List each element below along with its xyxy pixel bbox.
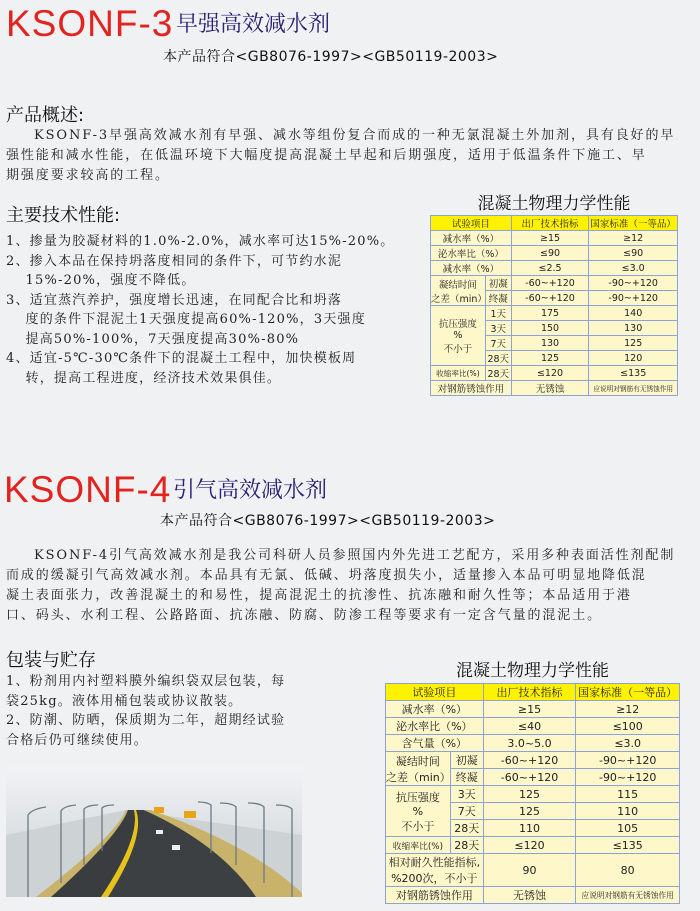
sub-label-cell: 初凝 <box>485 276 511 291</box>
national-value-cell: 110 <box>576 803 680 820</box>
item-cell: 减水率（%） <box>431 231 512 246</box>
pack-heading: 包装与贮存 <box>6 650 96 671</box>
table-row <box>431 231 678 246</box>
factory-value-cell: 175 <box>511 306 589 321</box>
table-row <box>386 735 680 752</box>
product1-name: 早强高效减水剂 <box>176 12 331 37</box>
header-cell: 国家标准（一等品） <box>589 216 678 231</box>
national-value-cell: 130 <box>589 321 678 336</box>
sub-label-cell: 3天 <box>450 786 483 803</box>
pack-item-line: 合格后仍可继续使用。 <box>6 732 149 748</box>
table-row <box>431 246 678 261</box>
item-cell: 减水率（%） <box>386 701 484 718</box>
national-value-cell: 80 <box>576 854 680 887</box>
item-cell: 含气量（%） <box>386 735 484 752</box>
product2-overview <box>6 546 675 626</box>
product2-code: KSONF-4 <box>4 469 172 510</box>
group-cell: 抗压强度 % 不小于 <box>431 306 486 366</box>
sub-label-cell: 7天 <box>450 803 483 820</box>
factory-value-cell: -60~+120 <box>511 291 589 306</box>
factory-value-cell: 125 <box>511 351 589 366</box>
sub-label-cell: 28天 <box>485 351 511 366</box>
header-cell: 出厂技术指标 <box>483 684 576 701</box>
factory-value-cell: ≥15 <box>511 231 589 246</box>
table-row <box>431 261 678 276</box>
national-value-cell: 140 <box>589 306 678 321</box>
tech-item-line: 15%-20%，强度不降低。 <box>6 273 196 288</box>
national-value-cell: -90~+120 <box>589 276 678 291</box>
table1-title: 混凝土物理力学性能 <box>477 194 631 214</box>
group-cell: 凝结时间 之差（min） <box>386 752 451 786</box>
spec-table-2 <box>385 683 680 904</box>
factory-value-cell: ≤90 <box>511 246 589 261</box>
tech-item-line: 度的条件下混泥土1天强度提高60%-120%，3天强度 <box>6 312 366 327</box>
product2-name: 引气高效减水剂 <box>173 478 328 503</box>
national-value-cell: -90~+120 <box>576 752 680 769</box>
national-value-cell: 115 <box>576 786 680 803</box>
overview-line: KSONF-3早强高效减水剂有早强、减水等组份复合而成的一种无氯混凝土外加剂，具有良好的早 <box>34 128 676 143</box>
table2-title: 混凝土物理力学性能 <box>456 661 609 681</box>
item-cell: 对钢筋锈蚀作用 <box>386 887 484 904</box>
overview-heading: 产品概述: <box>6 105 85 126</box>
header-cell: 试验项目 <box>431 216 512 231</box>
national-value-cell: ≤3.0 <box>576 735 680 752</box>
table-row <box>431 381 678 396</box>
table-header-row <box>431 216 678 231</box>
item-cell: 相对耐久性能指标, %200次，不小于 <box>386 854 484 887</box>
tech-item-line: 1、掺量为胶凝材料的1.0%-2.0%，减水率可达15%-20%。 <box>6 234 395 249</box>
highway-bridge-photo <box>6 765 302 897</box>
table-row <box>386 718 680 735</box>
pack-item-line: 1、粉剂用内衬塑料膜外编织袋双层包装，每 <box>6 674 286 689</box>
group-cell: 收缩率比(%) <box>386 837 451 854</box>
item-cell: 泌水率比（%） <box>431 246 512 261</box>
table-row <box>431 366 678 381</box>
product1-standard: 本产品符合<GB8076-1997><GB50119-2003> <box>163 49 499 65</box>
national-value-cell: 105 <box>576 820 680 837</box>
tech-item-line: 提高50%-100%，7天强度提高30%-80% <box>6 331 300 347</box>
factory-value-cell: ≤120 <box>511 366 589 381</box>
table-row <box>431 306 678 321</box>
national-value-cell: ≤90 <box>589 246 678 261</box>
factory-value-cell: -60~+120 <box>483 752 576 769</box>
tech-item-line: 转，提高工程进度，经济技术效果俱佳。 <box>6 370 282 386</box>
sub-label-cell: 3天 <box>485 321 511 336</box>
national-value-cell: -90~+120 <box>576 769 680 786</box>
tech-list <box>6 232 395 388</box>
factory-value-cell: 3.0~5.0 <box>483 735 576 752</box>
tech-heading: 主要技术性能: <box>6 205 121 226</box>
overview-line: 口、码头、水利工程、公路路面、抗冻融、防腐、防渗工程等要求有一定含气量的混泥土。 <box>6 608 603 623</box>
national-value-cell: 120 <box>589 351 678 366</box>
overview-line: 而成的缓凝引气高效减水剂。本品具有无氯、低碱、坍落度损失小，适量掺入本品可明显地降低混 <box>6 568 647 583</box>
factory-value-cell: ≥15 <box>483 701 576 718</box>
factory-value-cell: 150 <box>511 321 589 336</box>
national-value-cell: ≤135 <box>589 366 678 381</box>
national-value-cell: 125 <box>589 336 678 351</box>
pack-item-line: 袋25kg。液体用桶包装或协议散装。 <box>6 693 243 709</box>
sub-label-cell: 28天 <box>450 820 483 837</box>
sub-label-cell: 初凝 <box>450 752 483 769</box>
national-value-cell: ≤135 <box>576 837 680 854</box>
national-value-cell: 应说明对钢筋有无锈蚀作用 <box>576 887 680 904</box>
pack-list <box>6 672 285 750</box>
table-row <box>386 837 680 854</box>
table-row <box>431 276 678 291</box>
table-row <box>386 786 680 803</box>
sub-label-cell: 终凝 <box>450 769 483 786</box>
factory-value-cell: 130 <box>511 336 589 351</box>
header-cell: 出厂技术指标 <box>511 216 589 231</box>
factory-value-cell: 125 <box>483 786 576 803</box>
national-value-cell: ≥12 <box>576 701 680 718</box>
overview-line: 期强度要求较高的工程。 <box>6 168 170 183</box>
tech-item-line: 2、掺入本品在保持坍落度相同的条件下，可节约水泥 <box>6 253 343 269</box>
pack-item-line: 2、防潮、防晒，保质期为二年，超期经试验 <box>6 713 286 728</box>
factory-value-cell: -60~+120 <box>483 769 576 786</box>
national-value-cell: ≤3.0 <box>589 261 678 276</box>
factory-value-cell: 110 <box>483 820 576 837</box>
item-cell: 减水率（%） <box>431 261 512 276</box>
overview-line: KSONF-4引气高效减水剂是我公司科研人员参照国内外先进工艺配方，采用多种表面活性剂配制 <box>34 548 676 563</box>
table-row <box>386 752 680 769</box>
sub-label-cell: 终凝 <box>485 291 511 306</box>
table-row <box>386 887 680 904</box>
product1-code: KSONF-3 <box>6 3 174 44</box>
sub-label-cell: 28天 <box>450 837 483 854</box>
overview-line: 强性能和减水性能，在低温环境下大幅度提高混凝土早起和后期强度，适用于低温条件下施工、早 <box>6 148 647 163</box>
factory-value-cell: 无锈蚀 <box>483 887 576 904</box>
factory-value-cell: ≤40 <box>483 718 576 735</box>
table-header-row <box>386 684 680 701</box>
factory-value-cell: -60~+120 <box>511 276 589 291</box>
sub-label-cell: 28天 <box>485 366 511 381</box>
national-value-cell: ≥12 <box>589 231 678 246</box>
factory-value-cell: 90 <box>483 854 576 887</box>
national-value-cell: 应说明对钢筋有无锈蚀作用 <box>589 381 678 396</box>
overview-line: 凝土表面张力，改善混凝土的和易性，提高混泥土的抗渗性、抗冻融和耐久性等；本品适用于港 <box>6 588 632 603</box>
national-value-cell: ≤100 <box>576 718 680 735</box>
group-cell: 凝结时间 之差（min） <box>431 276 486 306</box>
item-cell: 对钢筋锈蚀作用 <box>431 381 512 396</box>
sub-label-cell: 1天 <box>485 306 511 321</box>
factory-value-cell: ≤2.5 <box>511 261 589 276</box>
national-value-cell: -90~+120 <box>589 291 678 306</box>
factory-value-cell: 125 <box>483 803 576 820</box>
item-cell: 泌水率比（%） <box>386 718 484 735</box>
group-cell: 抗压强度 % 不小于 <box>386 786 451 837</box>
product2-standard: 本产品符合<GB8076-1997><GB50119-2003> <box>160 513 496 529</box>
factory-value-cell: 无锈蚀 <box>511 381 589 396</box>
factory-value-cell: ≤120 <box>483 837 576 854</box>
header-cell: 国家标准（一等品） <box>576 684 680 701</box>
sub-label-cell: 7天 <box>485 336 511 351</box>
tech-item-line: 3、适宜蒸汽养护，强度增长迅速，在同配合比和坍落 <box>6 292 343 308</box>
product1-overview <box>6 126 675 186</box>
spec-table-1 <box>430 215 678 396</box>
tech-item-line: 4、适宜-5℃-30℃条件下的混凝土工程中，加快模板周 <box>6 351 357 366</box>
table-row <box>386 701 680 718</box>
group-cell: 收缩率比(%) <box>431 366 486 381</box>
header-cell: 试验项目 <box>386 684 484 701</box>
table-row <box>386 854 680 887</box>
